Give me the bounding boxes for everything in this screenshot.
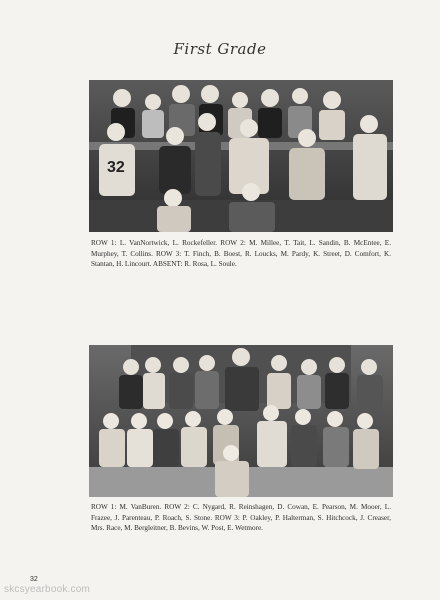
page-number: 32 — [30, 576, 38, 583]
class-photo-1 — [89, 80, 393, 232]
class-photo-2-image — [89, 345, 393, 497]
svg-text:32: 32 — [107, 159, 125, 176]
class-photo-1-image — [89, 80, 393, 232]
class-photo-2 — [89, 345, 393, 497]
watermark-text: skcsyearbook.com — [4, 584, 91, 595]
photo-1-caption: ROW 1: L. VanNortwick, L. Rockefeller. ROW 2: M. Millee, T. Tait, L. Sandin, B. McEntee, E. Murphey, T. Collins. ROW 3: T. Finch, B. Boest, R. Loucks, M. Pardy, K. Street, D. Comfort, K. Stantan, H. Lincourt. ABSENT: R. Rosa, L. Soule. — [91, 239, 391, 269]
page-title: First Grade — [173, 40, 267, 58]
photo-2-caption: ROW 1: M. VanBuren. ROW 2: C. Nygard, R. Reinshagen, D. Cowan, E. Pearson, M. Mooer, L. Frazee, J. Parenteau, P. Roach, S. Stone. ROW 3: P. Oakley, P. Halterman, S. Hitchcock, J. Creaser, Mrs. Race, M. Bergleitner, B. Bevins, W. Post, E. Wetmore. — [91, 503, 391, 533]
